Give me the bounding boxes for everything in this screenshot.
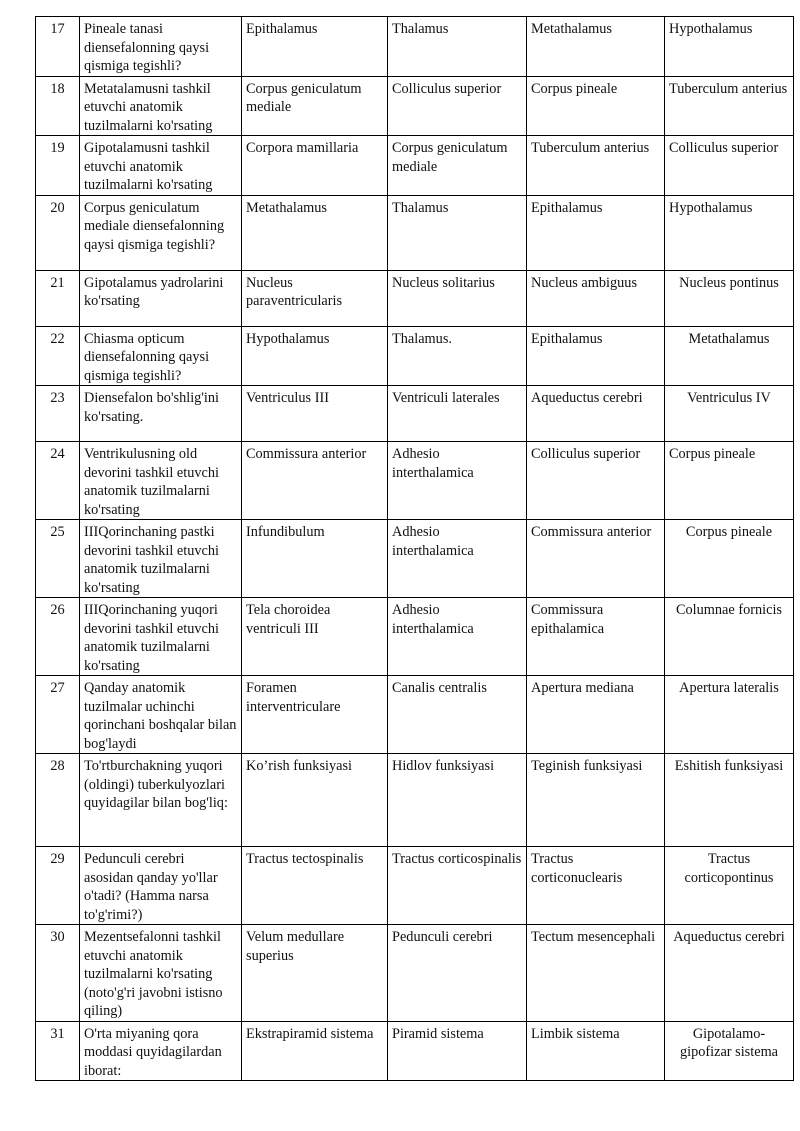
table-row [36,195,794,270]
option-c-cell: Commissura epithalamica [527,598,665,676]
table-row [36,76,794,136]
option-a-cell: Infundibulum [242,520,388,598]
question-number-cell: 27 [36,676,80,754]
question-number-cell: 26 [36,598,80,676]
option-c-cell: Tuberculum anterius [527,136,665,196]
option-d-cell: Metathalamus [665,326,794,386]
question-number-cell: 28 [36,754,80,847]
option-d-cell: Hypothalamus [665,17,794,77]
table-row [36,520,794,598]
table-row [36,847,794,925]
option-d-cell: Hypothalamus [665,195,794,270]
option-b-cell: Pedunculi cerebri [388,925,527,1022]
question-text-cell: IIIQorinchaning yuqori devorini tashkil etuvchi anatomik tuzilmalarni ko'rsating [80,598,242,676]
option-b-cell: Nucleus solitarius [388,270,527,326]
table-row [36,270,794,326]
question-text-cell: Diensefalon bo'shlig'ini ko'rsating. [80,386,242,442]
option-d-cell: Gipotalamo-gipofizar sistema [665,1021,794,1081]
table-row [36,1021,794,1081]
option-d-cell: Ventriculus IV [665,386,794,442]
question-text-cell: Ventrikulusning old devorini tashkil etuvchi anatomik tuzilmalarni ko'rsating [80,442,242,520]
option-b-cell: Piramid sistema [388,1021,527,1081]
option-c-cell: Epithalamus [527,195,665,270]
questions-table [35,16,794,1081]
option-a-cell: Commissura anterior [242,442,388,520]
option-c-cell: Aqueductus cerebri [527,386,665,442]
table-row [36,17,794,77]
option-b-cell: Canalis centralis [388,676,527,754]
question-text-cell: Chiasma opticum diensefalonning qaysi qismiga tegishli? [80,326,242,386]
question-text-cell: Gipotalamusni tashkil etuvchi anatomik tuzilmalarni ko'rsating [80,136,242,196]
option-a-cell: Hypothalamus [242,326,388,386]
option-b-cell: Corpus geniculatum mediale [388,136,527,196]
option-c-cell: Apertura mediana [527,676,665,754]
option-a-cell: Nucleus paraventricularis [242,270,388,326]
option-d-cell: Columnae fornicis [665,598,794,676]
table-row [36,925,794,1022]
question-text-cell: To'rtburchakning yuqori (oldingi) tuberkulyozlari quyidagilar bilan bog'liq: [80,754,242,847]
option-a-cell: Tela choroidea ventriculi III [242,598,388,676]
option-c-cell: Limbik sistema [527,1021,665,1081]
question-number-cell: 23 [36,386,80,442]
option-b-cell: Adhesio interthalamica [388,598,527,676]
question-number-cell: 29 [36,847,80,925]
option-a-cell: Epithalamus [242,17,388,77]
option-a-cell: Velum medullare superius [242,925,388,1022]
option-d-cell: Tractus corticopontinus [665,847,794,925]
option-b-cell: Thalamus. [388,326,527,386]
question-number-cell: 17 [36,17,80,77]
option-b-cell: Tractus corticospinalis [388,847,527,925]
option-c-cell: Epithalamus [527,326,665,386]
option-c-cell: Metathalamus [527,17,665,77]
option-b-cell: Adhesio interthalamica [388,520,527,598]
question-text-cell: Pedunculi cerebri asosidan qanday yo'llar o'tadi? (Hamma narsa to'g'rimi?) [80,847,242,925]
question-text-cell: Mezentsefalonni tashkil etuvchi anatomik tuzilmalarni ko'rsating (noto'g'ri javobni istisno qiling) [80,925,242,1022]
option-a-cell: Corpus geniculatum mediale [242,76,388,136]
option-d-cell: Apertura lateralis [665,676,794,754]
option-c-cell: Commissura anterior [527,520,665,598]
table-row [36,136,794,196]
option-b-cell: Thalamus [388,17,527,77]
question-text-cell: Qanday anatomik tuzilmalar uchinchi qorinchani boshqalar bilan bog'laydi [80,676,242,754]
question-number-cell: 20 [36,195,80,270]
option-b-cell: Ventriculi laterales [388,386,527,442]
table-row [36,326,794,386]
question-text-cell: Metatalamusni tashkil etuvchi anatomik tuzilmalarni ko'rsating [80,76,242,136]
option-d-cell: Colliculus superior [665,136,794,196]
option-c-cell: Colliculus superior [527,442,665,520]
question-number-cell: 25 [36,520,80,598]
option-b-cell: Thalamus [388,195,527,270]
table-row [36,442,794,520]
option-c-cell: Corpus pineale [527,76,665,136]
option-a-cell: Foramen interventriculare [242,676,388,754]
question-text-cell: O'rta miyaning qora moddasi quyidagilardan iborat: [80,1021,242,1081]
question-number-cell: 30 [36,925,80,1022]
option-a-cell: Corpora mamillaria [242,136,388,196]
table-row [36,754,794,847]
option-a-cell: Ventriculus III [242,386,388,442]
question-number-cell: 21 [36,270,80,326]
option-d-cell: Nucleus pontinus [665,270,794,326]
option-c-cell: Tractus corticonuclearis [527,847,665,925]
option-a-cell: Ekstrapiramid sistema [242,1021,388,1081]
option-c-cell: Teginish funksiyasi [527,754,665,847]
option-b-cell: Hidlov funksiyasi [388,754,527,847]
option-a-cell: Tractus tectospinalis [242,847,388,925]
question-text-cell: Gipotalamus yadrolarini ko'rsating [80,270,242,326]
questions-table-body [36,17,794,1081]
option-d-cell: Tuberculum anterius [665,76,794,136]
question-number-cell: 22 [36,326,80,386]
question-number-cell: 24 [36,442,80,520]
table-row [36,598,794,676]
option-c-cell: Nucleus ambiguus [527,270,665,326]
option-a-cell: Ko’rish funksiyasi [242,754,388,847]
option-d-cell: Aqueductus cerebri [665,925,794,1022]
option-a-cell: Metathalamus [242,195,388,270]
option-d-cell: Eshitish funksiyasi [665,754,794,847]
table-row [36,386,794,442]
question-number-cell: 31 [36,1021,80,1081]
table-row [36,676,794,754]
question-number-cell: 19 [36,136,80,196]
option-c-cell: Tectum mesencephali [527,925,665,1022]
question-number-cell: 18 [36,76,80,136]
option-d-cell: Corpus pineale [665,442,794,520]
question-text-cell: Corpus geniculatum mediale diensefalonning qaysi qismiga tegishli? [80,195,242,270]
question-text-cell: Pineale tanasi diensefalonning qaysi qismiga tegishli? [80,17,242,77]
option-d-cell: Corpus pineale [665,520,794,598]
question-text-cell: IIIQorinchaning pastki devorini tashkil etuvchi anatomik tuzilmalarni ko'rsating [80,520,242,598]
option-b-cell: Adhesio interthalamica [388,442,527,520]
option-b-cell: Colliculus superior [388,76,527,136]
